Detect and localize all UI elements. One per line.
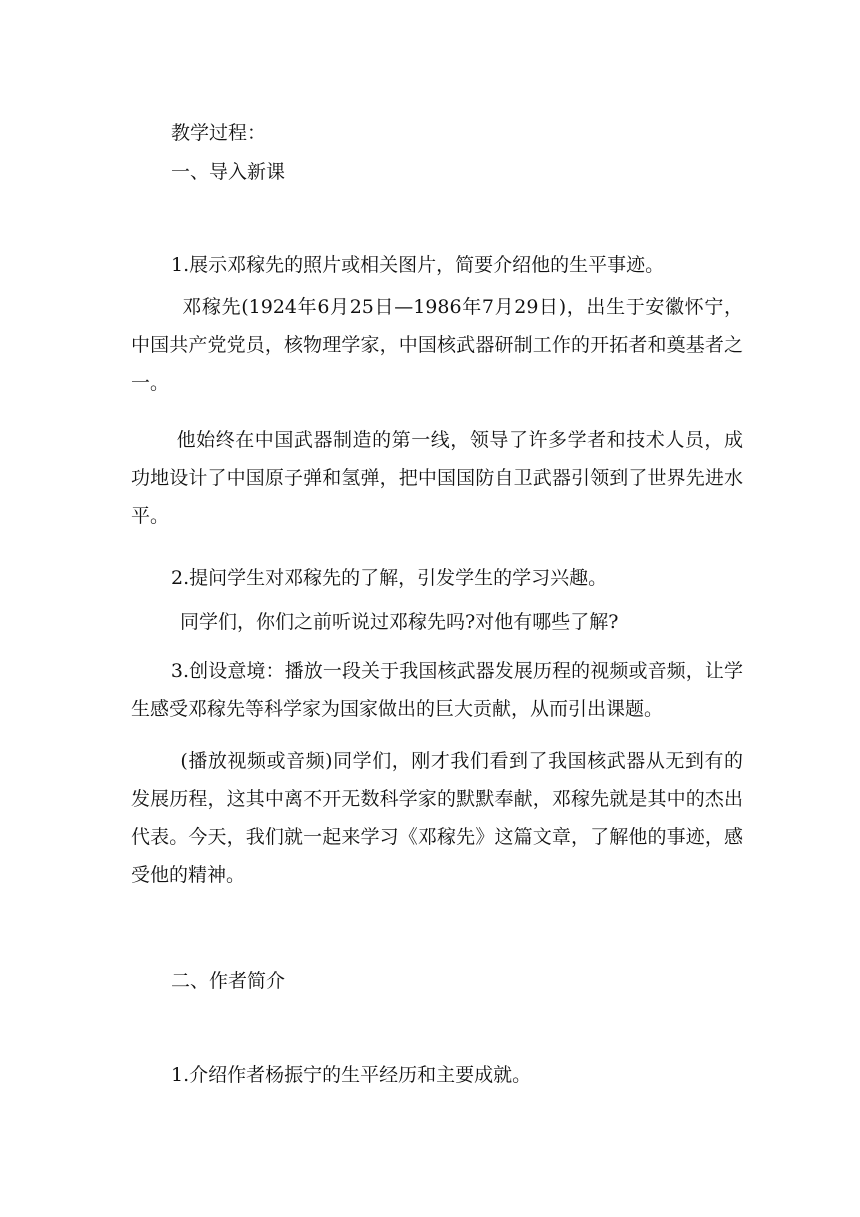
list-item-1: 1.展示邓稼先的照片或相关图片，简要介绍他的生平事迹。 xyxy=(171,254,665,276)
question-text: 同学们，你们之前听说过邓稼先吗?对他有哪些了解? xyxy=(180,611,619,633)
paragraph-lesson-intro: (播放视频或音频)同学们，刚才我们看到了我国核武器从无到有的发展历程，这其中离不开无数科学家的默默奉献，邓稼先就是其中的杰出代表。今天，我们就一起来学习《邓稼先》这篇文章，了解他的事迹，感受他的精神。 xyxy=(131,750,743,886)
paragraph-achievements: 他始终在中国武器制造的第一线，领导了许多学者和技术人员，成功地设计了中国原子弹和氢弹，把中国国防自卫武器引领到了世界先进水平。 xyxy=(131,429,743,527)
list-item-2: 2.提问学生对邓稼先的了解，引发学生的学习兴趣。 xyxy=(171,567,608,589)
list-item-author-1: 1.介绍作者杨振宁的生平经历和主要成就。 xyxy=(171,1064,532,1086)
section-heading-intro: 一、导入新课 xyxy=(171,161,286,183)
section-heading-author: 二、作者简介 xyxy=(171,970,286,992)
paragraph-biography: 邓稼先(1924年6月25日—1986年7月29日)，出生于安徽怀宁，中国共产党党员，核物理学家，中国核武器研制工作的开拓者和奠基者之一。 xyxy=(131,296,743,394)
doc-title: 教学过程： xyxy=(171,122,267,144)
list-item-3: 3.创设意境：播放一段关于我国核武器发展历程的视频或音频，让学生感受邓稼先等科学家为国家做出的巨大贡献，从而引出课题。 xyxy=(131,660,743,720)
